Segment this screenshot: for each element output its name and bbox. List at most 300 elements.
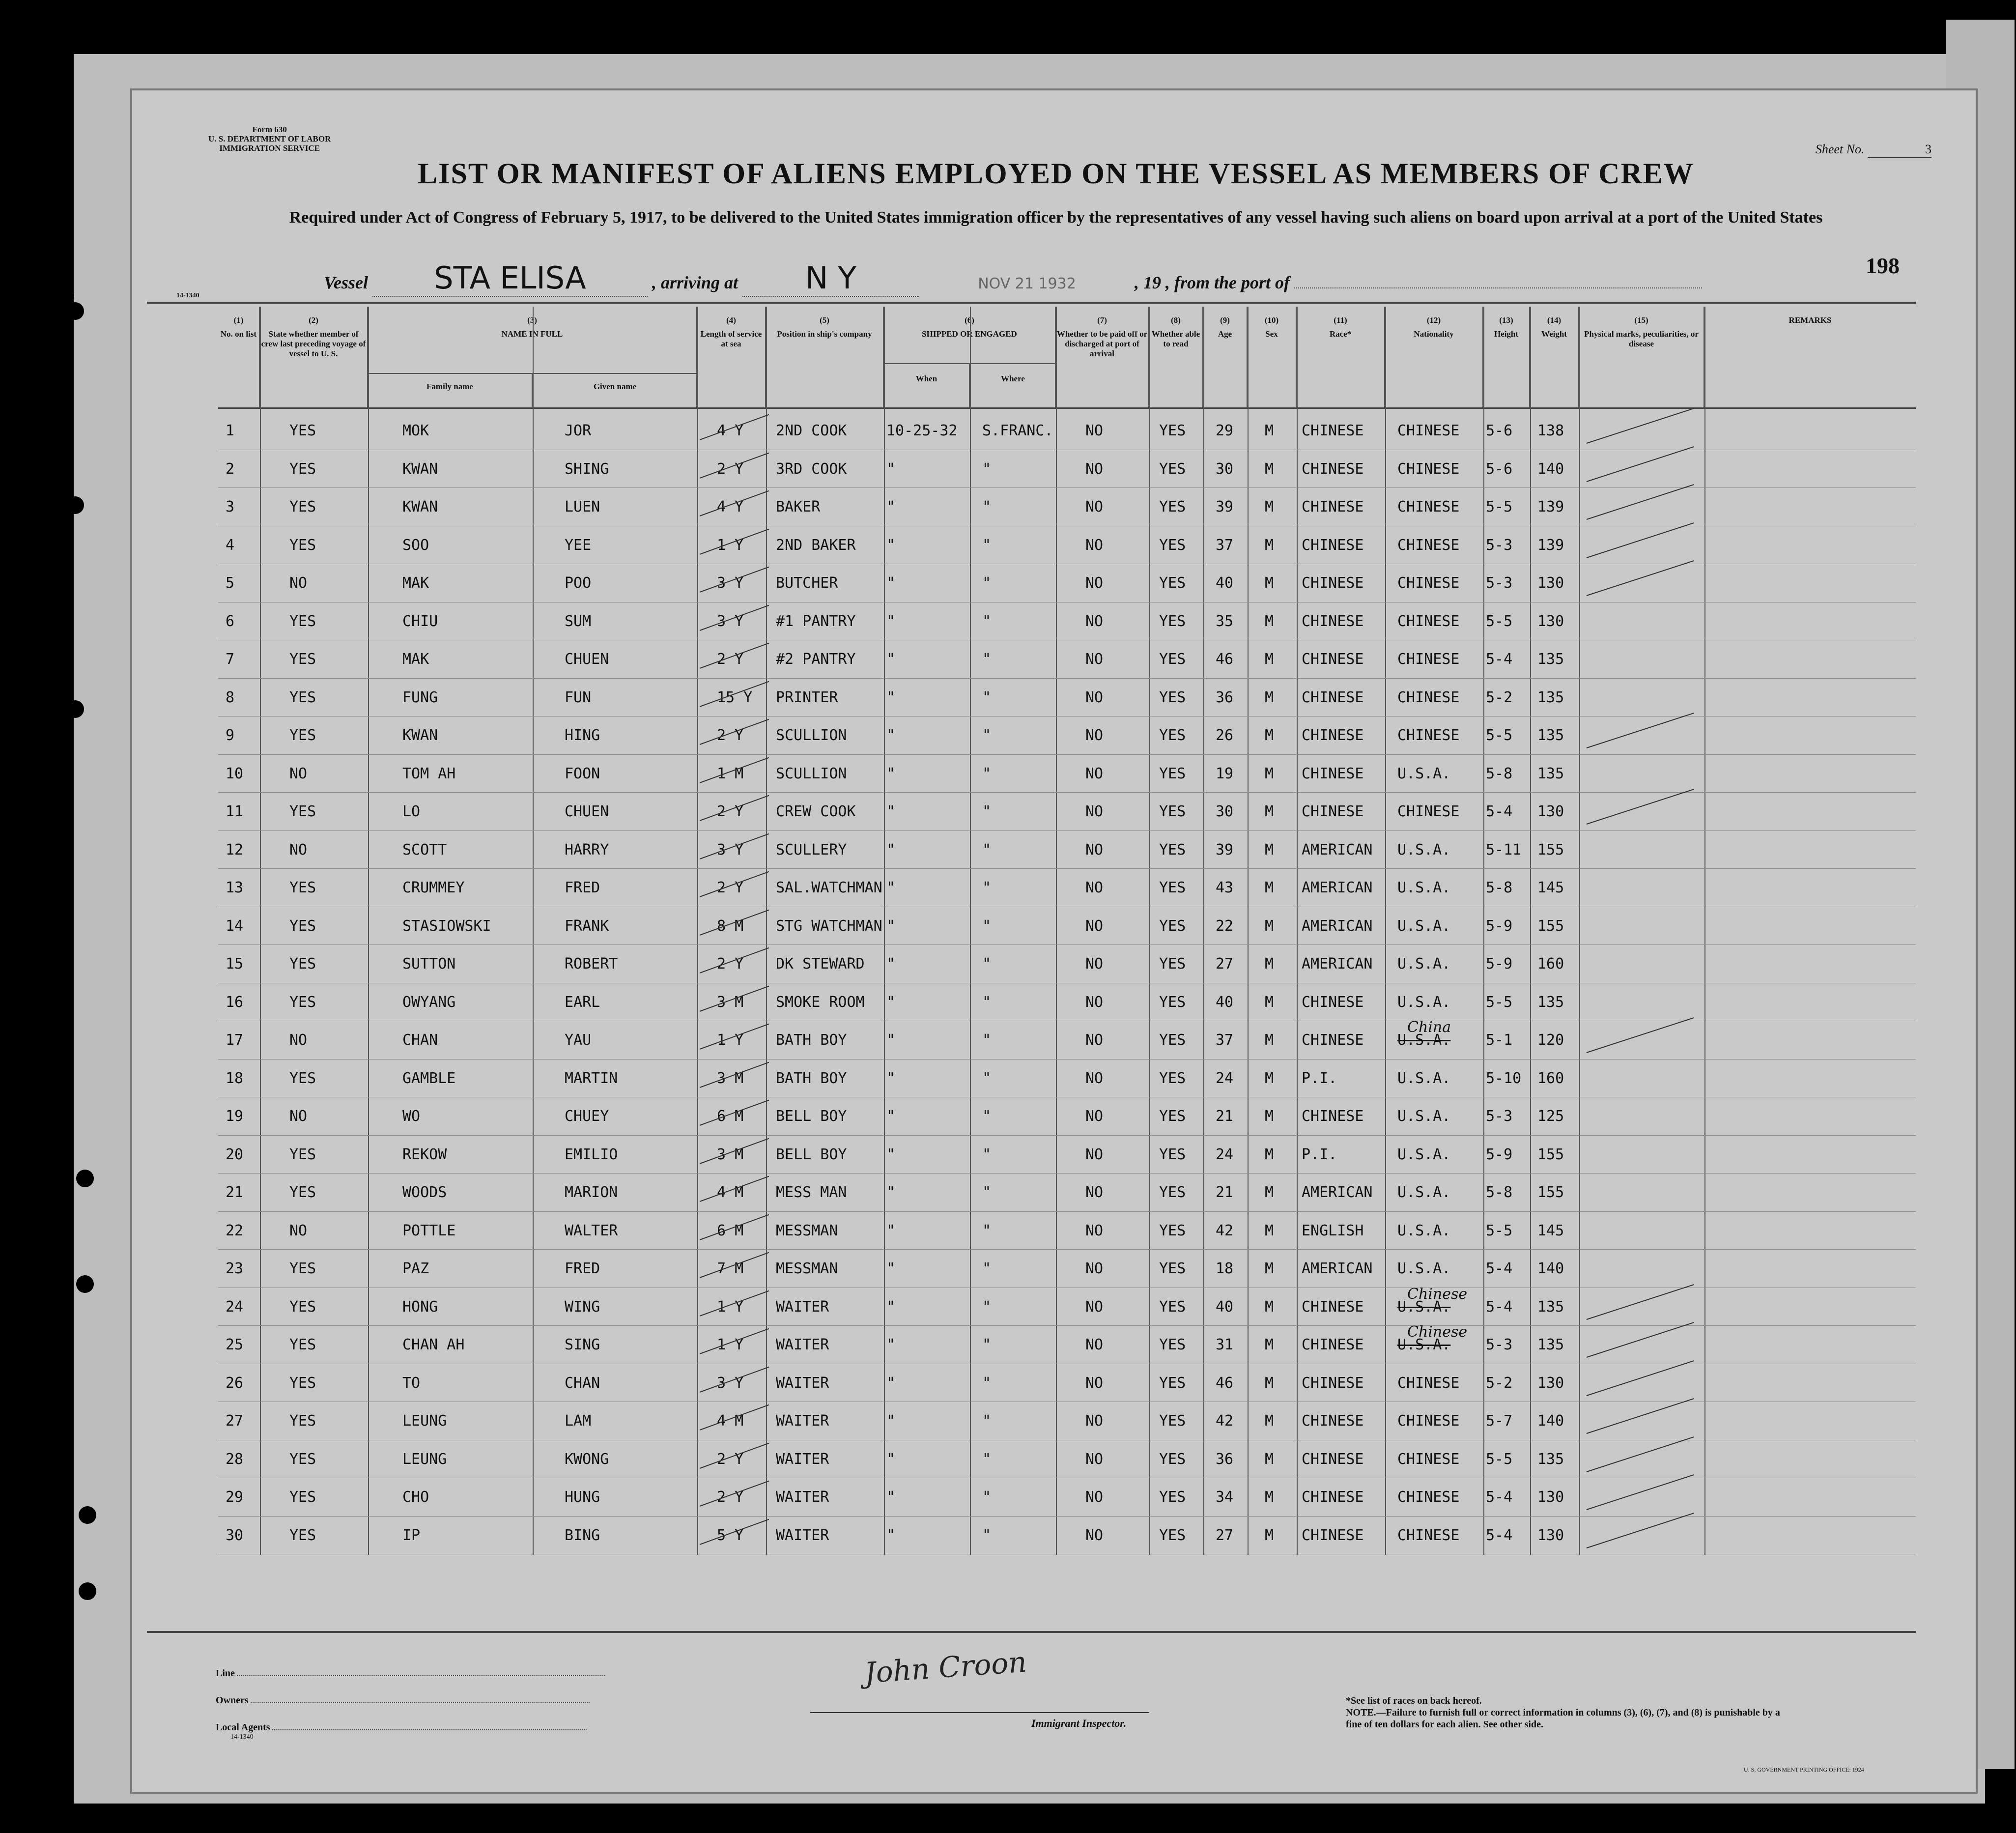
cell-when: " — [886, 498, 896, 516]
cell-where: " — [982, 536, 992, 554]
cell-height: 5-5 — [1486, 993, 1513, 1011]
cell-paid: NO — [1085, 498, 1104, 516]
table-row — [147, 603, 1916, 641]
cell-family: SUTTON — [402, 955, 456, 973]
cell-weight: 130 — [1537, 574, 1564, 592]
cell-sex: M — [1265, 803, 1274, 820]
cell-service: 2 Y — [717, 460, 744, 478]
cell-given: POO — [565, 574, 592, 592]
cell-where: " — [982, 1184, 992, 1201]
cell-read: YES — [1159, 917, 1186, 935]
cell-no: 11 — [226, 803, 244, 820]
cell-height: 5-4 — [1486, 1260, 1513, 1277]
printer-imprint: U. S. GOVERNMENT PRINTING OFFICE: 1924 — [1744, 1766, 1864, 1773]
cell-where: " — [982, 1146, 992, 1163]
cell-sex: M — [1265, 1412, 1274, 1430]
table-row — [147, 869, 1916, 907]
cell-nationality: U.S.A. — [1397, 1031, 1451, 1049]
cell-service: 1 Y — [717, 536, 744, 554]
cell-service: 2 Y — [717, 1450, 744, 1468]
cell-paid: NO — [1085, 422, 1104, 439]
document-title: LIST OR MANIFEST OF ALIENS EMPLOYED ON THE VESSEL AS MEMBERS OF CREW — [418, 157, 1694, 190]
header-service: (4) Length of service at sea — [697, 307, 766, 407]
cell-no: 14 — [226, 917, 244, 935]
cell-height: 5-4 — [1486, 1298, 1513, 1316]
cell-when: " — [886, 1450, 896, 1468]
cell-race: CHINESE — [1302, 422, 1364, 439]
cell-nationality: CHINESE — [1397, 651, 1460, 668]
cell-where: " — [982, 727, 992, 744]
cell-nationality: U.S.A. — [1397, 955, 1451, 973]
cell-family: STASIOWSKI — [402, 917, 491, 935]
cell-given: WALTER — [565, 1222, 618, 1239]
cell-family: MAK — [402, 574, 429, 592]
footer-agents-field: Local Agents 14-1340 — [216, 1722, 587, 1741]
sheet-label: Sheet No. — [1815, 142, 1865, 156]
cell-family: KWAN — [402, 460, 438, 478]
cell-prev: YES — [289, 993, 316, 1011]
cell-no: 30 — [226, 1526, 244, 1544]
cell-height: 5-11 — [1486, 841, 1522, 859]
cell-read: YES — [1159, 841, 1186, 859]
cell-paid: NO — [1085, 460, 1104, 478]
cell-nationality: U.S.A. — [1397, 1184, 1451, 1201]
cell-nationality: U.S.A. — [1397, 1222, 1451, 1239]
cell-prev: YES — [289, 917, 316, 935]
cell-service: 5 Y — [717, 1526, 744, 1544]
cell-age: 24 — [1216, 1069, 1234, 1087]
cell-sex: M — [1265, 1069, 1274, 1087]
cell-read: YES — [1159, 803, 1186, 820]
cell-weight: 155 — [1537, 1184, 1564, 1201]
cell-position: WAITER — [776, 1412, 829, 1430]
cell-age: 42 — [1216, 1412, 1234, 1430]
cell-nationality: U.S.A. — [1397, 917, 1451, 935]
cell-height: 5-4 — [1486, 651, 1513, 668]
cell-age: 27 — [1216, 955, 1234, 973]
table-row — [147, 565, 1916, 602]
cell-service: 3 M — [717, 993, 744, 1011]
cell-read: YES — [1159, 1336, 1186, 1353]
cell-where: " — [982, 1108, 992, 1125]
cell-family: GAMBLE — [402, 1069, 456, 1087]
cell-sex: M — [1265, 917, 1274, 935]
cell-sex: M — [1265, 422, 1274, 439]
cell-prev: YES — [289, 1298, 316, 1316]
cell-when: " — [886, 803, 896, 820]
cell-weight: 135 — [1537, 1336, 1564, 1353]
cell-service: 3 Y — [717, 841, 744, 859]
cell-read: YES — [1159, 1069, 1186, 1087]
cell-read: YES — [1159, 1489, 1186, 1506]
table-row — [147, 679, 1916, 717]
cell-family: HONG — [402, 1298, 438, 1316]
cell-no: 15 — [226, 955, 244, 973]
table-row — [147, 527, 1916, 565]
cell-family: KWAN — [402, 727, 438, 744]
cell-paid: NO — [1085, 1298, 1104, 1316]
cell-where: " — [982, 1450, 992, 1468]
cell-paid: NO — [1085, 1374, 1104, 1392]
cell-nationality: CHINESE — [1397, 727, 1460, 744]
cell-family: CHAN — [402, 1031, 438, 1049]
cell-no: 5 — [226, 574, 235, 592]
cell-race: ENGLISH — [1302, 1222, 1364, 1239]
cell-race: CHINESE — [1302, 1489, 1364, 1506]
cell-weight: 135 — [1537, 688, 1564, 706]
cell-read: YES — [1159, 460, 1186, 478]
binder-hole — [66, 496, 84, 514]
cell-no: 25 — [226, 1336, 244, 1353]
cell-given: MARTIN — [565, 1069, 618, 1087]
cell-given: SUM — [565, 612, 592, 630]
cell-sex: M — [1265, 574, 1274, 592]
cell-family: CHO — [402, 1489, 429, 1506]
date-stamp: NOV 21 1932 — [978, 275, 1076, 292]
cell-position: MESSMAN — [776, 1222, 838, 1239]
cell-nationality: U.S.A. — [1397, 765, 1451, 782]
cell-nationality: CHINESE — [1397, 1374, 1460, 1392]
year-label: , 19 — [1135, 273, 1162, 292]
cell-weight: 130 — [1537, 612, 1564, 630]
cell-prev: NO — [289, 1108, 308, 1125]
cell-family: MAK — [402, 651, 429, 668]
header-sex: (10) Sex — [1248, 307, 1297, 407]
cell-race: AMERICAN — [1302, 917, 1373, 935]
cell-prev: YES — [289, 1146, 316, 1163]
cell-where: " — [982, 1298, 992, 1316]
cell-sex: M — [1265, 955, 1274, 973]
cell-prev: YES — [289, 536, 316, 554]
header-read: (8) Whether able to read — [1149, 307, 1203, 407]
cell-weight: 139 — [1537, 498, 1564, 516]
cell-given: JOR — [565, 422, 592, 439]
cell-read: YES — [1159, 1184, 1186, 1201]
cell-weight: 130 — [1537, 1374, 1564, 1392]
arriving-port: N Y — [742, 260, 919, 297]
cell-paid: NO — [1085, 765, 1104, 782]
cell-no: 2 — [226, 460, 235, 478]
cell-paid: NO — [1085, 917, 1104, 935]
cell-nationality: CHINESE — [1397, 498, 1460, 516]
cell-position: STG WATCHMAN — [776, 917, 882, 935]
cell-nationality: U.S.A. — [1397, 1298, 1451, 1316]
table-row — [147, 641, 1916, 679]
header-remarks: REMARKS — [1789, 315, 1832, 325]
cell-weight: 140 — [1537, 460, 1564, 478]
cell-nationality: CHINESE — [1397, 1450, 1460, 1468]
cell-race: P.I. — [1302, 1069, 1337, 1087]
cell-no: 19 — [226, 1108, 244, 1125]
cell-service: 4 Y — [717, 498, 744, 516]
cell-family: WO — [402, 1108, 421, 1125]
cell-position: SAL.WATCHMAN — [776, 879, 882, 896]
cell-race: CHINESE — [1302, 993, 1364, 1011]
cell-no: 10 — [226, 765, 244, 782]
cell-where: " — [982, 1374, 992, 1392]
cell-given: HUNG — [565, 1489, 600, 1506]
cell-weight: 135 — [1537, 993, 1564, 1011]
cell-nationality-correction: China — [1407, 1019, 1451, 1036]
cell-family: FUNG — [402, 688, 438, 706]
cell-sex: M — [1265, 993, 1274, 1011]
cell-age: 27 — [1216, 1526, 1234, 1544]
cell-height: 5-5 — [1486, 1450, 1513, 1468]
cell-service: 2 Y — [717, 955, 744, 973]
cell-position: 2ND BAKER — [776, 536, 856, 554]
cell-when: " — [886, 955, 896, 973]
cell-weight: 155 — [1537, 917, 1564, 935]
penalty-note: NOTE.—Failure to furnish full or correct information in columns (3), (6), (7), and (8) is punishable by a fine of ten dollars for each alien. See other side. — [1346, 1707, 1780, 1730]
cell-where: " — [982, 1260, 992, 1277]
cell-nationality: CHINESE — [1397, 460, 1460, 478]
cell-nationality-correction: Chinese — [1407, 1285, 1468, 1303]
cell-sex: M — [1265, 536, 1274, 554]
cell-no: 20 — [226, 1146, 244, 1163]
cell-no: 21 — [226, 1184, 244, 1201]
cell-nationality: CHINESE — [1397, 803, 1460, 820]
cell-where: " — [982, 1412, 992, 1430]
cell-given: WING — [565, 1298, 600, 1316]
cell-no: 12 — [226, 841, 244, 859]
cell-prev: YES — [289, 727, 316, 744]
cell-prev: YES — [289, 1374, 316, 1392]
cell-weight: 130 — [1537, 803, 1564, 820]
header-name: (3) NAME IN FULL — [368, 307, 697, 407]
cell-given: FUN — [565, 688, 592, 706]
cell-when: " — [886, 917, 896, 935]
cell-where: " — [982, 1069, 992, 1087]
cell-when: " — [886, 765, 896, 782]
form-identifier — [208, 125, 331, 153]
footer-notes — [1346, 1695, 1798, 1730]
cell-where: " — [982, 688, 992, 706]
table-row — [147, 717, 1916, 755]
document-subtitle: Required under Act of Congress of February 5, 1917, to be delivered to the United States immigration officer by the representatives of any vessel having such aliens on board upon arrival at a port of the United States — [289, 208, 1823, 227]
cell-position: SCULLION — [776, 765, 847, 782]
cell-prev: YES — [289, 1336, 316, 1353]
cell-position: BELL BOY — [776, 1146, 847, 1163]
cell-read: YES — [1159, 574, 1186, 592]
cell-sex: M — [1265, 1450, 1274, 1468]
cell-no: 24 — [226, 1298, 244, 1316]
cell-family: PAZ — [402, 1260, 429, 1277]
cell-when: " — [886, 879, 896, 896]
cell-service: 2 Y — [717, 727, 744, 744]
header-race: (11) Race* — [1297, 307, 1385, 407]
cell-paid: NO — [1085, 1260, 1104, 1277]
cell-height: 5-6 — [1486, 422, 1513, 439]
cell-height: 5-2 — [1486, 688, 1513, 706]
inspector-signature: John Croon — [863, 1645, 1028, 1690]
cell-position: #2 PANTRY — [776, 651, 856, 668]
cell-race: AMERICAN — [1302, 1260, 1373, 1277]
cell-read: YES — [1159, 1526, 1186, 1544]
cell-age: 18 — [1216, 1260, 1234, 1277]
cell-paid: NO — [1085, 612, 1104, 630]
cell-sex: M — [1265, 1374, 1274, 1392]
cell-position: SCULLERY — [776, 841, 847, 859]
cell-race: CHINESE — [1302, 727, 1364, 744]
cell-service: 3 M — [717, 1146, 744, 1163]
cell-prev: YES — [289, 1526, 316, 1544]
cell-no: 6 — [226, 612, 235, 630]
cell-given: CHAN — [565, 1374, 600, 1392]
cell-race: CHINESE — [1302, 1298, 1364, 1316]
cell-service: 3 Y — [717, 1374, 744, 1392]
cell-position: WAITER — [776, 1450, 829, 1468]
header-when: When — [884, 363, 970, 407]
cell-given: ROBERT — [565, 955, 618, 973]
cell-no: 28 — [226, 1450, 244, 1468]
cell-race: CHINESE — [1302, 651, 1364, 668]
cell-where: " — [982, 993, 992, 1011]
cell-when: " — [886, 1222, 896, 1239]
cell-family: TOM AH — [402, 765, 456, 782]
cell-given: FRANK — [565, 917, 609, 935]
cell-family: TO — [402, 1374, 421, 1392]
cell-read: YES — [1159, 1222, 1186, 1239]
cell-height: 5-9 — [1486, 917, 1513, 935]
cell-when: " — [886, 1031, 896, 1049]
cell-read: YES — [1159, 422, 1186, 439]
cell-nationality: U.S.A. — [1397, 1108, 1451, 1125]
cell-read: YES — [1159, 727, 1186, 744]
cell-family: REKOW — [402, 1146, 447, 1163]
cell-family: KWAN — [402, 498, 438, 516]
cell-height: 5-3 — [1486, 1336, 1513, 1353]
cell-height: 5-8 — [1486, 765, 1513, 782]
cell-sex: M — [1265, 727, 1274, 744]
cell-position: WAITER — [776, 1298, 829, 1316]
cell-nationality: U.S.A. — [1397, 1260, 1451, 1277]
cell-height: 5-6 — [1486, 460, 1513, 478]
cell-prev: NO — [289, 765, 308, 782]
cell-family: POTTLE — [402, 1222, 456, 1239]
cell-given: MARION — [565, 1184, 618, 1201]
table-row — [147, 451, 1916, 488]
cell-read: YES — [1159, 1108, 1186, 1125]
cell-race: CHINESE — [1302, 1031, 1364, 1049]
table-row — [147, 1174, 1916, 1212]
cell-when: 10-25-32 — [886, 422, 958, 439]
cell-prev: YES — [289, 612, 316, 630]
cell-where: " — [982, 460, 992, 478]
cell-family: MOK — [402, 422, 429, 439]
table-row — [147, 488, 1916, 526]
cell-weight: 130 — [1537, 1489, 1564, 1506]
header-weight: (14) Weight — [1530, 307, 1579, 407]
cell-paid: NO — [1085, 1031, 1104, 1049]
cell-race: CHINESE — [1302, 765, 1364, 782]
cell-weight: 155 — [1537, 841, 1564, 859]
cell-no: 16 — [226, 993, 244, 1011]
cell-nationality: CHINESE — [1397, 574, 1460, 592]
cell-height: 5-9 — [1486, 1146, 1513, 1163]
cell-age: 46 — [1216, 651, 1234, 668]
table-row — [147, 1060, 1916, 1098]
cell-when: " — [886, 727, 896, 744]
cell-read: YES — [1159, 498, 1186, 516]
cell-position: BELL BOY — [776, 1108, 847, 1125]
cell-height: 5-7 — [1486, 1412, 1513, 1430]
cell-where: " — [982, 765, 992, 782]
cell-paid: NO — [1085, 727, 1104, 744]
cell-prev: YES — [289, 688, 316, 706]
cell-prev: YES — [289, 460, 316, 478]
cell-age: 22 — [1216, 917, 1234, 935]
binder-hole — [79, 1582, 96, 1600]
cell-prev: NO — [289, 1222, 308, 1239]
cell-no: 7 — [226, 651, 235, 668]
cell-family: IP — [402, 1526, 421, 1544]
cell-when: " — [886, 536, 896, 554]
cell-weight: 138 — [1537, 422, 1564, 439]
cell-family: SCOTT — [402, 841, 447, 859]
cell-when: " — [886, 1374, 896, 1392]
cell-height: 5-5 — [1486, 612, 1513, 630]
cell-weight: 140 — [1537, 1412, 1564, 1430]
cell-prev: YES — [289, 803, 316, 820]
cell-no: 18 — [226, 1069, 244, 1087]
cell-weight: 120 — [1537, 1031, 1564, 1049]
header-family-name: Family name — [368, 373, 533, 407]
cell-paid: NO — [1085, 1336, 1104, 1353]
cell-age: 31 — [1216, 1336, 1234, 1353]
cell-service: 2 Y — [717, 803, 744, 820]
cell-paid: NO — [1085, 688, 1104, 706]
cell-read: YES — [1159, 1374, 1186, 1392]
cell-age: 24 — [1216, 1146, 1234, 1163]
cell-weight: 135 — [1537, 1450, 1564, 1468]
cell-where: " — [982, 1336, 992, 1353]
cell-age: 43 — [1216, 879, 1234, 896]
table-row — [147, 793, 1916, 831]
cell-read: YES — [1159, 993, 1186, 1011]
cell-age: 34 — [1216, 1489, 1234, 1506]
cell-height: 5-4 — [1486, 1489, 1513, 1506]
cell-nationality: U.S.A. — [1397, 1069, 1451, 1087]
cell-no: 1 — [226, 422, 235, 439]
table-row — [147, 908, 1916, 945]
cell-where: " — [982, 879, 992, 896]
cell-service: 1 Y — [717, 1031, 744, 1049]
cell-family: CHAN AH — [402, 1336, 465, 1353]
vessel-label: Vessel — [324, 273, 368, 292]
cell-paid: NO — [1085, 536, 1104, 554]
cell-height: 5-8 — [1486, 879, 1513, 896]
cell-age: 37 — [1216, 1031, 1234, 1049]
binder-hole — [76, 1275, 94, 1293]
cell-nationality: CHINESE — [1397, 422, 1460, 439]
cell-family: CHIU — [402, 612, 438, 630]
cell-height: 5-10 — [1486, 1069, 1522, 1087]
cell-where: " — [982, 955, 992, 973]
table-row — [147, 412, 1916, 450]
cell-given: FOON — [565, 765, 600, 782]
cell-prev: YES — [289, 498, 316, 516]
cell-where: " — [982, 803, 992, 820]
cell-nationality: U.S.A. — [1397, 1146, 1451, 1163]
cell-read: YES — [1159, 1260, 1186, 1277]
cell-service: 1 Y — [717, 1336, 744, 1353]
cell-service: 2 Y — [717, 1489, 744, 1506]
cell-age: 21 — [1216, 1184, 1234, 1201]
cell-position: SMOKE ROOM — [776, 993, 865, 1011]
cell-where: " — [982, 841, 992, 859]
cell-sex: M — [1265, 1108, 1274, 1125]
cell-prev: YES — [289, 955, 316, 973]
